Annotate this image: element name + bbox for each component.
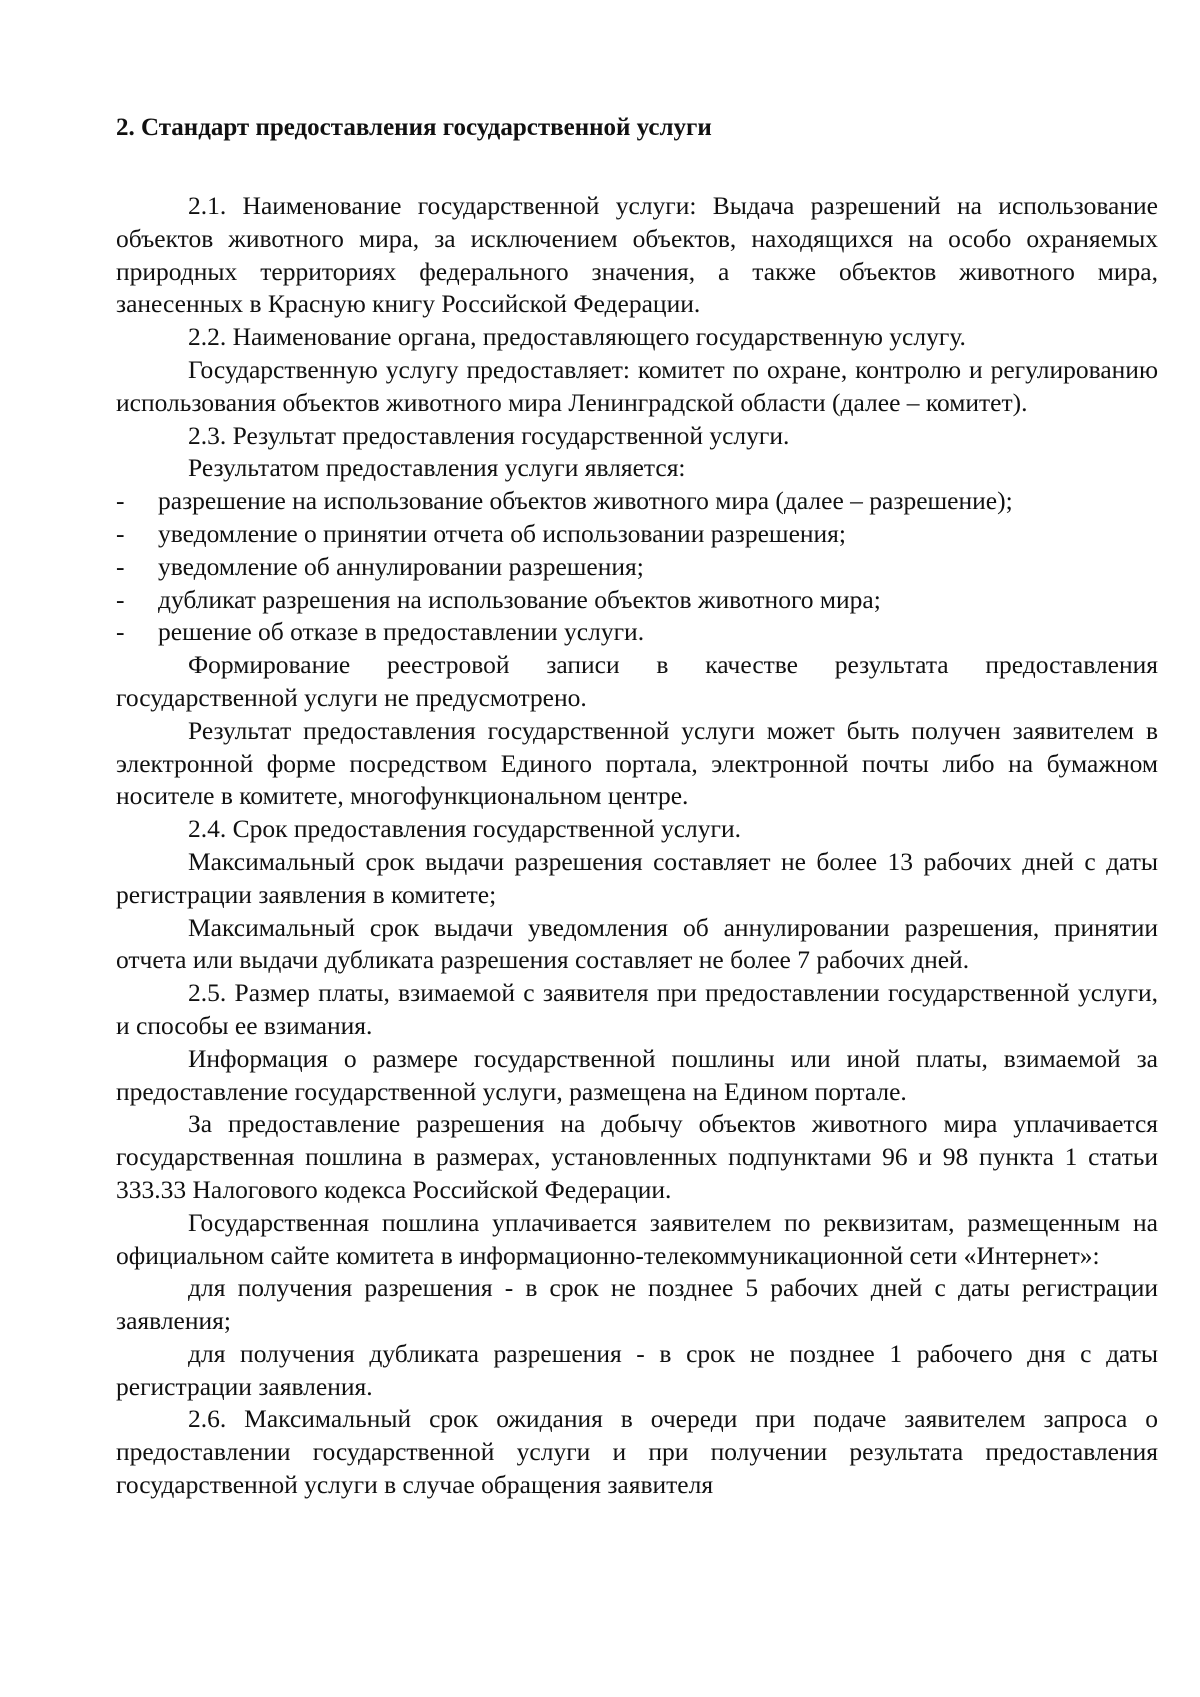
paragraph-result-intro: Результатом предоставления услуги является:	[188, 453, 686, 483]
list-item-text: уведомление об аннулировании разрешения;	[158, 551, 644, 581]
bullet-dash: -	[116, 617, 125, 647]
paragraph-2-5: 2.5. Размер платы, взимаемой с заявителя при предоставлении государственной услуги, и способы ее взимания.	[116, 978, 1158, 1040]
paragraph-fee-term-duplicate: для получения дубликата разрешения - в срок не позднее 1 рабочего дня с даты регистрации заявления.	[116, 1338, 1158, 1401]
result-list	[116, 485, 1158, 649]
list-item	[116, 584, 1158, 617]
list-item	[116, 518, 1158, 551]
paragraphs-top	[116, 190, 1158, 485]
paragraph-term-permit: Максимальный срок выдачи разрешения составляет не более 13 рабочих дней с даты регистрации заявления в комитете;	[116, 846, 1158, 909]
list-item	[116, 551, 1158, 584]
bullet-dash: -	[116, 486, 125, 516]
paragraph-2-2: 2.2. Наименование органа, предоставляющего государственную услугу.	[188, 322, 966, 352]
list-item-text: решение об отказе в предоставлении услуги.	[158, 617, 645, 647]
paragraph-fee-term-permit: для получения разрешения - в срок не позднее 5 рабочих дней с даты регистрации заявления;	[116, 1273, 1158, 1336]
bullet-dash: -	[116, 518, 125, 548]
section-heading: 2. Стандарт предоставления государственной услуги	[116, 114, 712, 141]
bullet-dash: -	[116, 584, 125, 614]
list-item	[116, 616, 1158, 649]
paragraph-result-delivery: Результат предоставления государственной услуги может быть получен заявителем в электронной форме посредством Единого портала, электронной почты либо на бумажном носителе в комитете, многофункциональном центре.	[116, 715, 1158, 811]
list-item	[116, 485, 1158, 518]
list-item-text: уведомление о принятии отчета об использовании разрешения;	[158, 518, 846, 548]
paragraph-provider: Государственную услугу предоставляет: комитет по охране, контролю и регулированию использования объектов животного мира Ленинградской области (далее – комитет).	[116, 354, 1158, 417]
paragraph-2-6: 2.6. Максимальный срок ожидания в очереди при подаче заявителем запроса о предоставлении государственной услуги и при получении результата предоставления государственной услуги в случае обращения заявителя	[116, 1404, 1158, 1500]
paragraph-fee-info: Информация о размере государственной пошлины или иной платы, взимаемой за предоставление государственной услуги, размещена на Едином портале.	[116, 1043, 1158, 1106]
paragraph-fee-amount: За предоставление разрешения на добычу объектов животного мира уплачивается государственная пошлина в размерах, установленных подпунктами 96 и 98 пункта 1 статьи 333.33 Налогового кодекса Российской Федерации.	[116, 1109, 1158, 1204]
paragraph-fee-payment: Государственная пошлина уплачивается заявителем по реквизитам, размещенным на официальном сайте комитета в информационно-телекоммуникационной сети «Интернет»:	[116, 1207, 1158, 1270]
bullet-dash: -	[116, 551, 125, 581]
paragraph-2-4: 2.4. Срок предоставления государственной услуги.	[188, 814, 742, 844]
paragraph-term-notice: Максимальный срок выдачи уведомления об аннулировании разрешения, принятии отчета или выдачи дубликата разрешения составляет не более 7 рабочих дней.	[116, 912, 1158, 975]
paragraphs-bottom	[116, 649, 1158, 1502]
list-item-text: разрешение на использование объектов животного мира (далее – разрешение);	[158, 486, 1013, 516]
list-item-text: дубликат разрешения на использование объектов животного мира;	[158, 584, 881, 614]
paragraph-2-3: 2.3. Результат предоставления государственной услуги.	[188, 420, 790, 450]
paragraph-registry: Формирование реестровой записи в качестве результата предоставления государственной услуги не предусмотрено.	[116, 650, 1158, 712]
paragraph-2-1: 2.1. Наименование государственной услуги: Выдача разрешений на использование объектов животного мира, за исключением объектов, находящихся на особо охраняемых природных территориях федерального значения, а также объектов животного мира, занесенных в Красную книгу Российской Федерации.	[116, 191, 1158, 319]
document-page	[116, 112, 1158, 1502]
